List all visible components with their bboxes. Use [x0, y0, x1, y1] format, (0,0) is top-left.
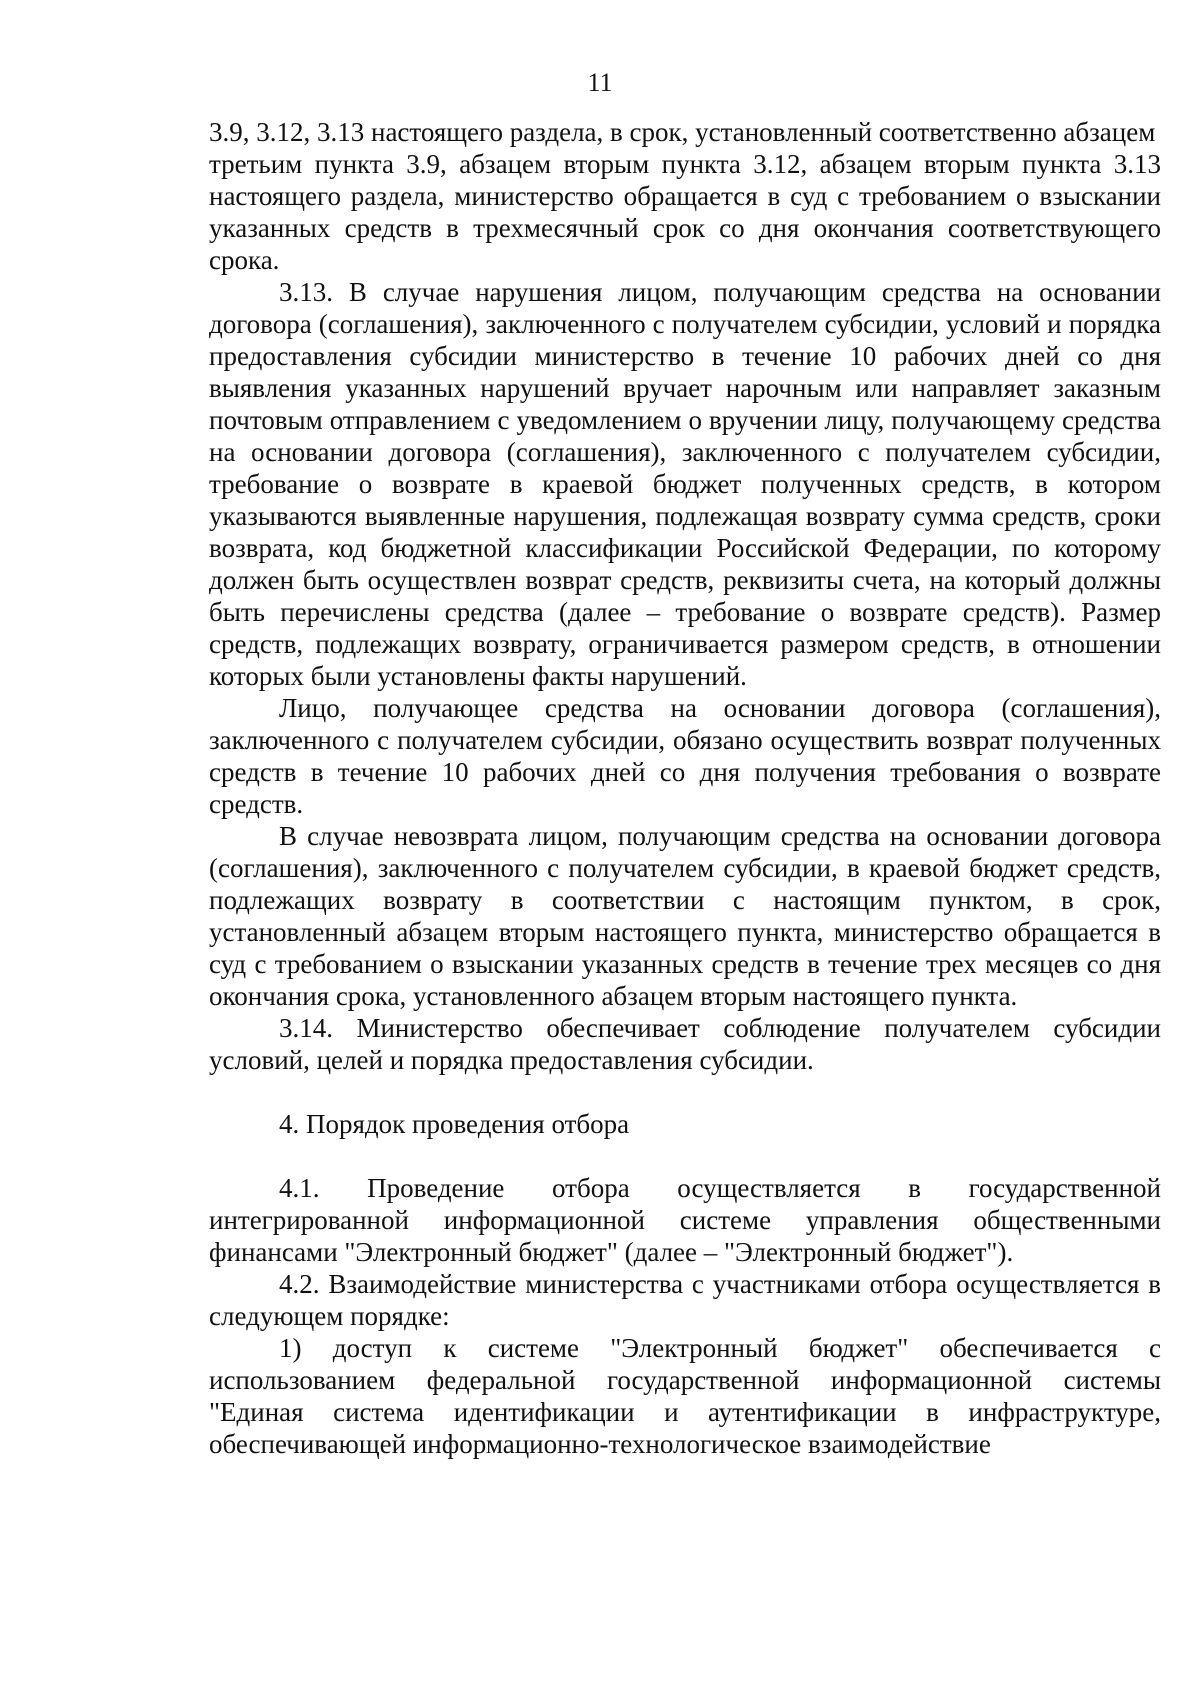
document-body — [209, 116, 1161, 1460]
paragraph-3-14: 3.14. Министерство обеспечивает соблюдение получателем субсидии условий, целей и порядка предоставления субсидии. — [209, 1013, 1161, 1075]
paragraph-3-12-tail-line1: 3.9, 3.12, 3.13 настоящего раздела, в срок, установленный соответственно абзацем — [209, 117, 1156, 147]
paragraph-4-2-item-1: 1) доступ к системе "Электронный бюджет" обеспечивается с использованием федеральной государственной информационной системы "Единая система идентификации и аутентификации в инфраструктуре, обеспечивающей информационно-технологическое взаимодействие — [209, 1333, 1161, 1459]
page-number: 11 — [587, 68, 613, 97]
paragraph-3-13-return-obligation: Лицо, получающее средства на основании договора (соглашения), заключенного с получателем субсидии, обязано осуществить возврат полученных средств в течение 10 рабочих дней со дня получения требования о возврате средств. — [209, 693, 1161, 819]
paragraph-3-12-tail: третьим пункта 3.9, абзацем вторым пункта 3.12, абзацем вторым пункта 3.13 настоящего раздела, министерство обращается в суд с требованием о взыскании указанных средств в трехмесячный срок со дня окончания соответствующего срока. — [209, 149, 1161, 275]
paragraph-3-13: 3.13. В случае нарушения лицом, получающим средства на основании договора (соглашения), заключенного с получателем субсидии, условий и порядка предоставления субсидии министерство в течение 10 рабочих дней со дня выявления указанных нарушений вручает нарочным или направляет заказным почтовым отправлением с уведомлением о вручении лицу, получающему средства на основании договора (соглашения), заключенного с получателем субсидии, требование о возврате в краевой бюджет полученных средств, в котором указываются выявленные нарушения, подлежащая возврату сумма средств, сроки возврата, код бюджетной классификации Российской Федерации, по которому должен быть осуществлен возврат средств, реквизиты счета, на который должны быть перечислены средства (далее – требование о возврате средств). Размер средств, подлежащих возврату, ограничивается размером средств, в отношении которых были установлены факты нарушений. — [209, 277, 1161, 691]
paragraph-4-2: 4.2. Взаимодействие министерства с участниками отбора осуществляется в следующем порядке: — [209, 1269, 1161, 1331]
paragraph-4-1: 4.1. Проведение отбора осуществляется в государственной интегрированной информационной системе управления общественными финансами "Электронный бюджет" (далее – "Электронный бюджет"). — [209, 1173, 1161, 1267]
section-4-heading: 4. Порядок проведения отбора — [279, 1109, 630, 1139]
paragraph-3-13-non-return: В случае невозврата лицом, получающим средства на основании договора (соглашения), заключенного с получателем субсидии, в краевой бюджет средств, подлежащих возврату в соответствии с настоящим пунктом, в срок, установленный абзацем вторым настоящего пункта, министерство обращается в суд с требованием о взыскании указанных средств в течение трех месяцев со дня окончания срока, установленного абзацем вторым настоящего пункта. — [209, 821, 1161, 1011]
